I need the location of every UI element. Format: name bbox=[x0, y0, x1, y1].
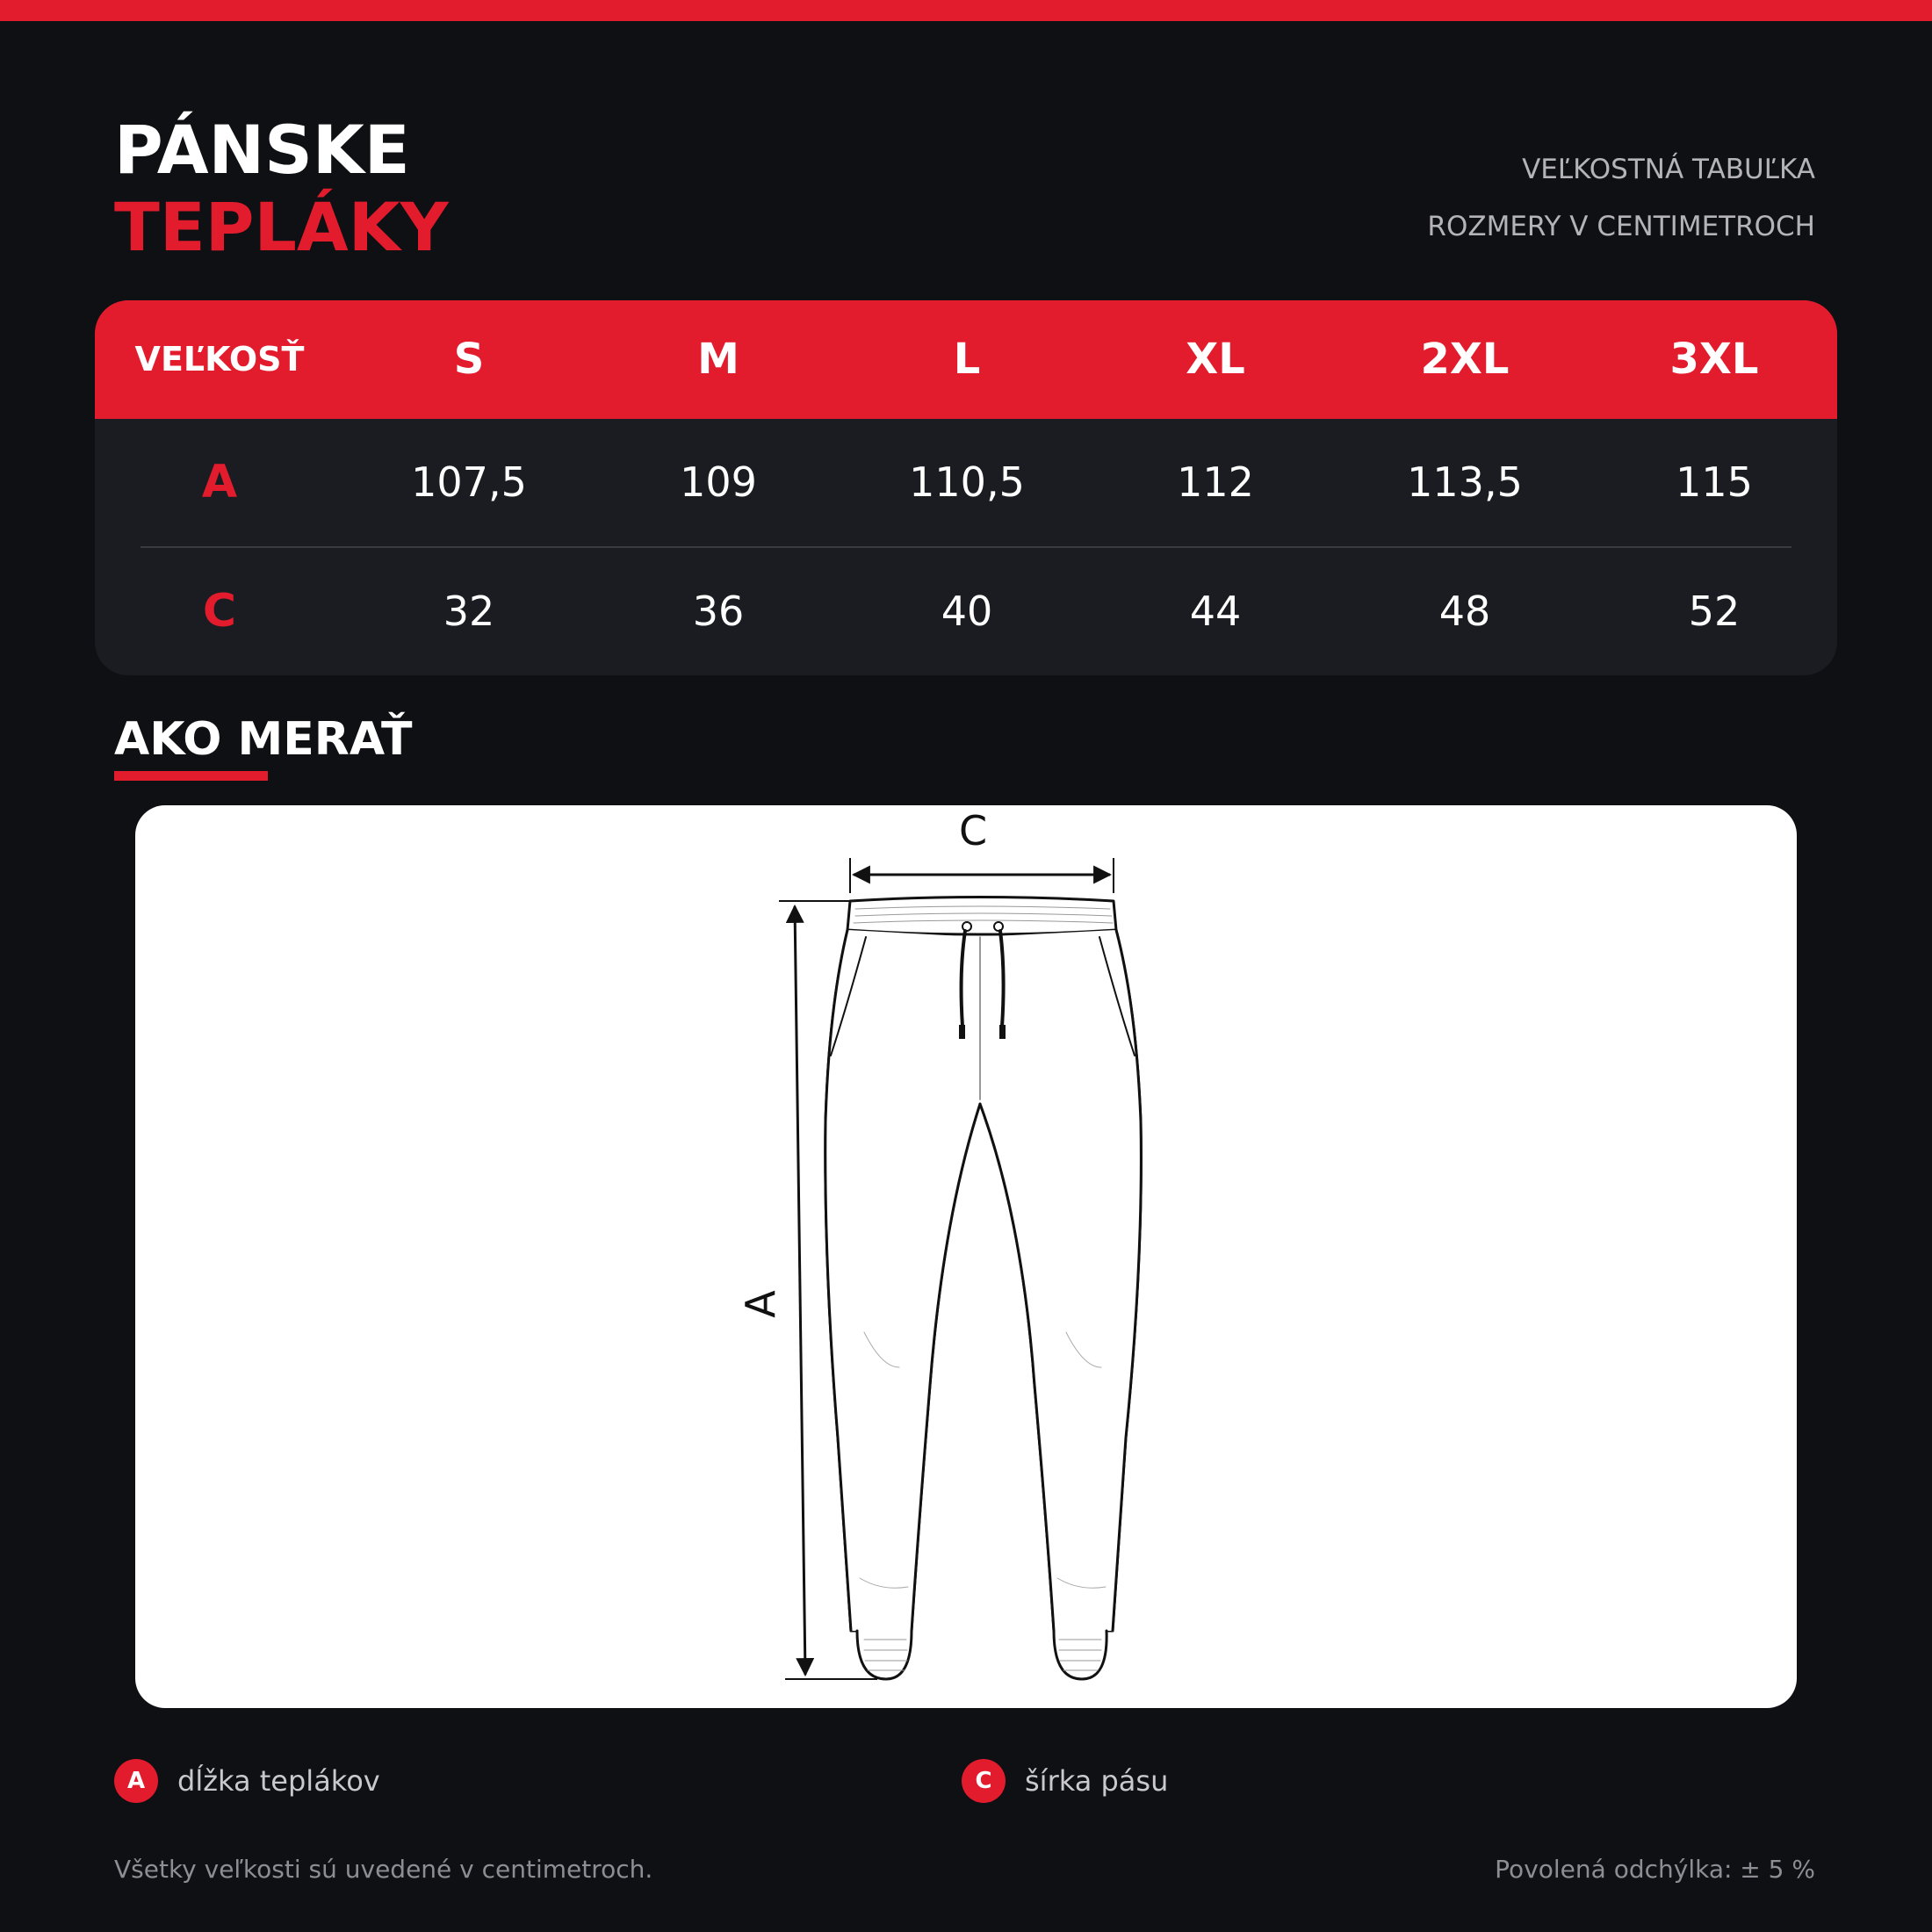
table-cell: 115 bbox=[1676, 458, 1753, 506]
table-cell: 44 bbox=[1189, 588, 1242, 635]
table-cell: 110,5 bbox=[909, 458, 1025, 506]
table-cell: 52 bbox=[1688, 588, 1741, 635]
legend-text-c: šírka pásu bbox=[1025, 1764, 1169, 1798]
table-cell: 112 bbox=[1177, 458, 1254, 506]
legend-item-c bbox=[962, 1759, 1168, 1803]
size-header-m: M bbox=[697, 335, 739, 384]
size-header-s: S bbox=[453, 335, 485, 384]
legend-badge-c: C bbox=[962, 1759, 1006, 1803]
row-label-c: C bbox=[202, 585, 237, 638]
size-header-xl: XL bbox=[1186, 335, 1245, 384]
legend-badge-a: A bbox=[114, 1759, 158, 1803]
sweatpants-icon bbox=[825, 898, 1142, 1680]
section-underline bbox=[114, 771, 268, 781]
table-cell: 113,5 bbox=[1407, 458, 1523, 506]
size-header-2xl: 2XL bbox=[1420, 335, 1510, 384]
subtitle-units: ROZMERY V CENTIMETROCH bbox=[1427, 211, 1815, 242]
table-cell: 36 bbox=[692, 588, 745, 635]
waist-width-dimension bbox=[850, 807, 1114, 893]
table-cell: 109 bbox=[680, 458, 757, 506]
how-to-measure-title: AKO MERAŤ bbox=[114, 713, 413, 766]
table-cell: 32 bbox=[443, 588, 495, 635]
footer-note-units: Všetky veľkosti sú uvedené v centimetroch. bbox=[114, 1855, 653, 1884]
size-table-header bbox=[95, 300, 1837, 419]
width-label: C bbox=[958, 807, 988, 854]
table-cell: 48 bbox=[1438, 588, 1491, 635]
legend-text-a: dĺžka teplákov bbox=[177, 1764, 380, 1798]
page-title-line1: PÁNSKE bbox=[114, 111, 410, 189]
length-label: A bbox=[737, 1290, 784, 1318]
table-cell: 40 bbox=[941, 588, 993, 635]
size-table bbox=[95, 300, 1837, 675]
legend-item-a bbox=[114, 1759, 380, 1803]
table-cell: 107,5 bbox=[411, 458, 527, 506]
subtitle-size-chart: VEĽKOSTNÁ TABUĽKA bbox=[1522, 154, 1815, 185]
top-accent-bar bbox=[0, 0, 1932, 21]
size-header-label: VEĽKOSŤ bbox=[134, 340, 305, 378]
size-header-l: L bbox=[953, 335, 981, 384]
measurement-diagram bbox=[135, 805, 1797, 1708]
footer-note-tolerance: Povolená odchýlka: ± 5 % bbox=[1495, 1855, 1815, 1884]
row-label-a: A bbox=[201, 456, 238, 508]
size-header-3xl: 3XL bbox=[1669, 335, 1759, 384]
page-title-line2: TEPLÁKY bbox=[114, 188, 449, 266]
